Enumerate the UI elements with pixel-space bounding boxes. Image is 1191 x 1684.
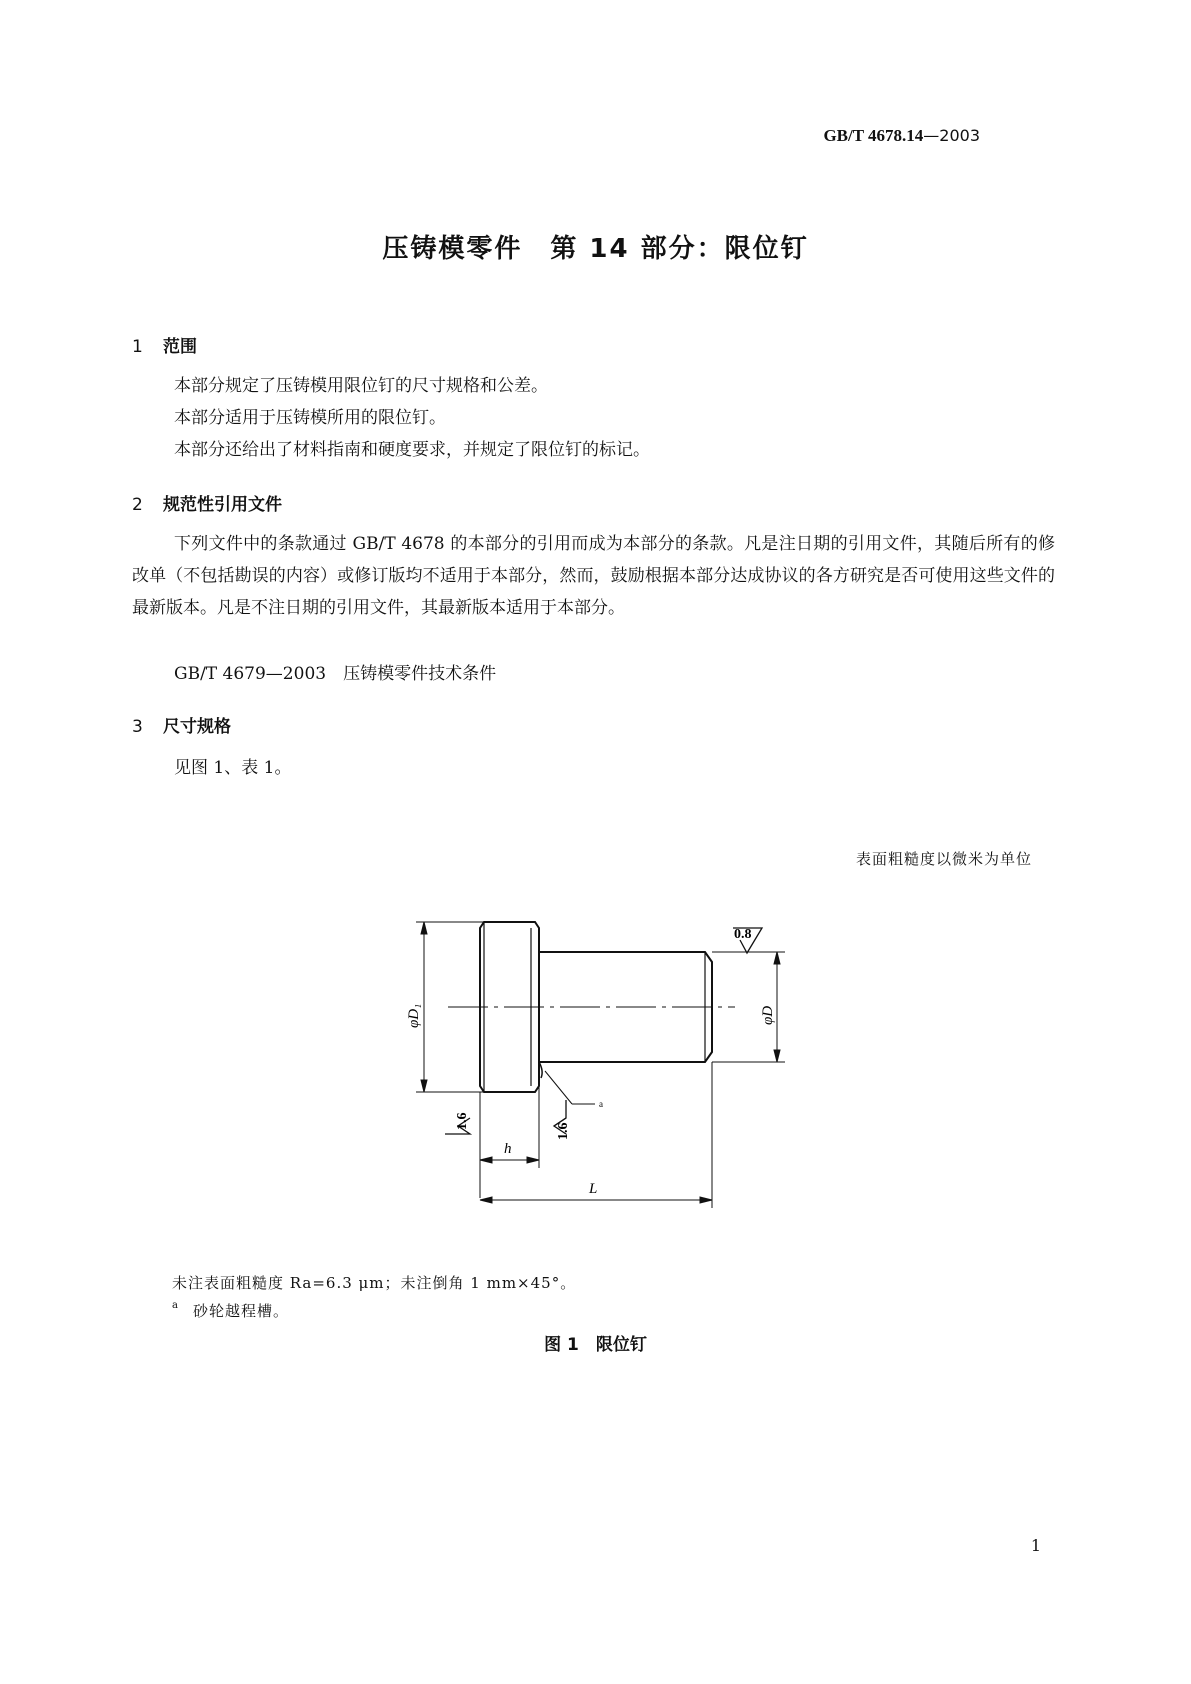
roughness-top-label: 0.8 [734,927,752,942]
figure-note: 未注表面粗糙度 Ra=6.3 μm；未注倒角 1 mm×45°。 [172,1274,577,1292]
height-label: h [504,1141,512,1157]
section-3-paragraph: 见图 1、表 1。 [174,758,292,778]
section-1-para-1: 本部分规定了压铸模用限位钉的尺寸规格和公差。 [174,376,548,396]
roughness-right-label: 1.6 [556,1122,571,1140]
section-2-paragraph: 下列文件中的条款通过 GB/T 4678 的本部分的引用而成为本部分的条款。凡是注日期的引用文件，其随后所有的修改单（不包括勘误的内容）或修订版均不适用于本部分，然而，鼓励根据本部分达成协议的各方研究是否可使用这些文件的最新版本。凡是不注日期的引用文件，其最新版本适用于本部分。 [132,534,1055,618]
section-3-heading: 3 尺寸规格 [132,717,231,737]
page-title: 压铸模零件 第 14 部分：限位钉 [382,234,809,264]
standard-code: GB/T 4678.14—2003 [823,126,980,145]
length-label: L [589,1181,598,1197]
diameter-shank-label: φD [760,1005,776,1025]
section-1-heading: 1 范围 [132,337,197,357]
section-2-heading: 2 规范性引用文件 [132,495,282,515]
section-1-para-3: 本部分还给出了材料指南和硬度要求，并规定了限位钉的标记。 [174,440,650,460]
diameter-head-label: φD₁ [406,1003,422,1028]
unit-note: 表面粗糙度以微米为单位 [855,850,1032,868]
groove-footnote-marker: a [599,1099,603,1109]
figure-caption: 图 1 限位钉 [544,1335,647,1355]
figure-footnote: $^a$ 砂轮越程槽。 [172,1300,289,1320]
section-1-para-2: 本部分适用于压铸模所用的限位钉。 [174,408,446,428]
reference-document: GB/T 4679—2003 压铸模零件技术条件 [174,664,497,684]
roughness-left-label: 1.6 [455,1112,470,1130]
page-number: 1 [1030,1536,1041,1555]
